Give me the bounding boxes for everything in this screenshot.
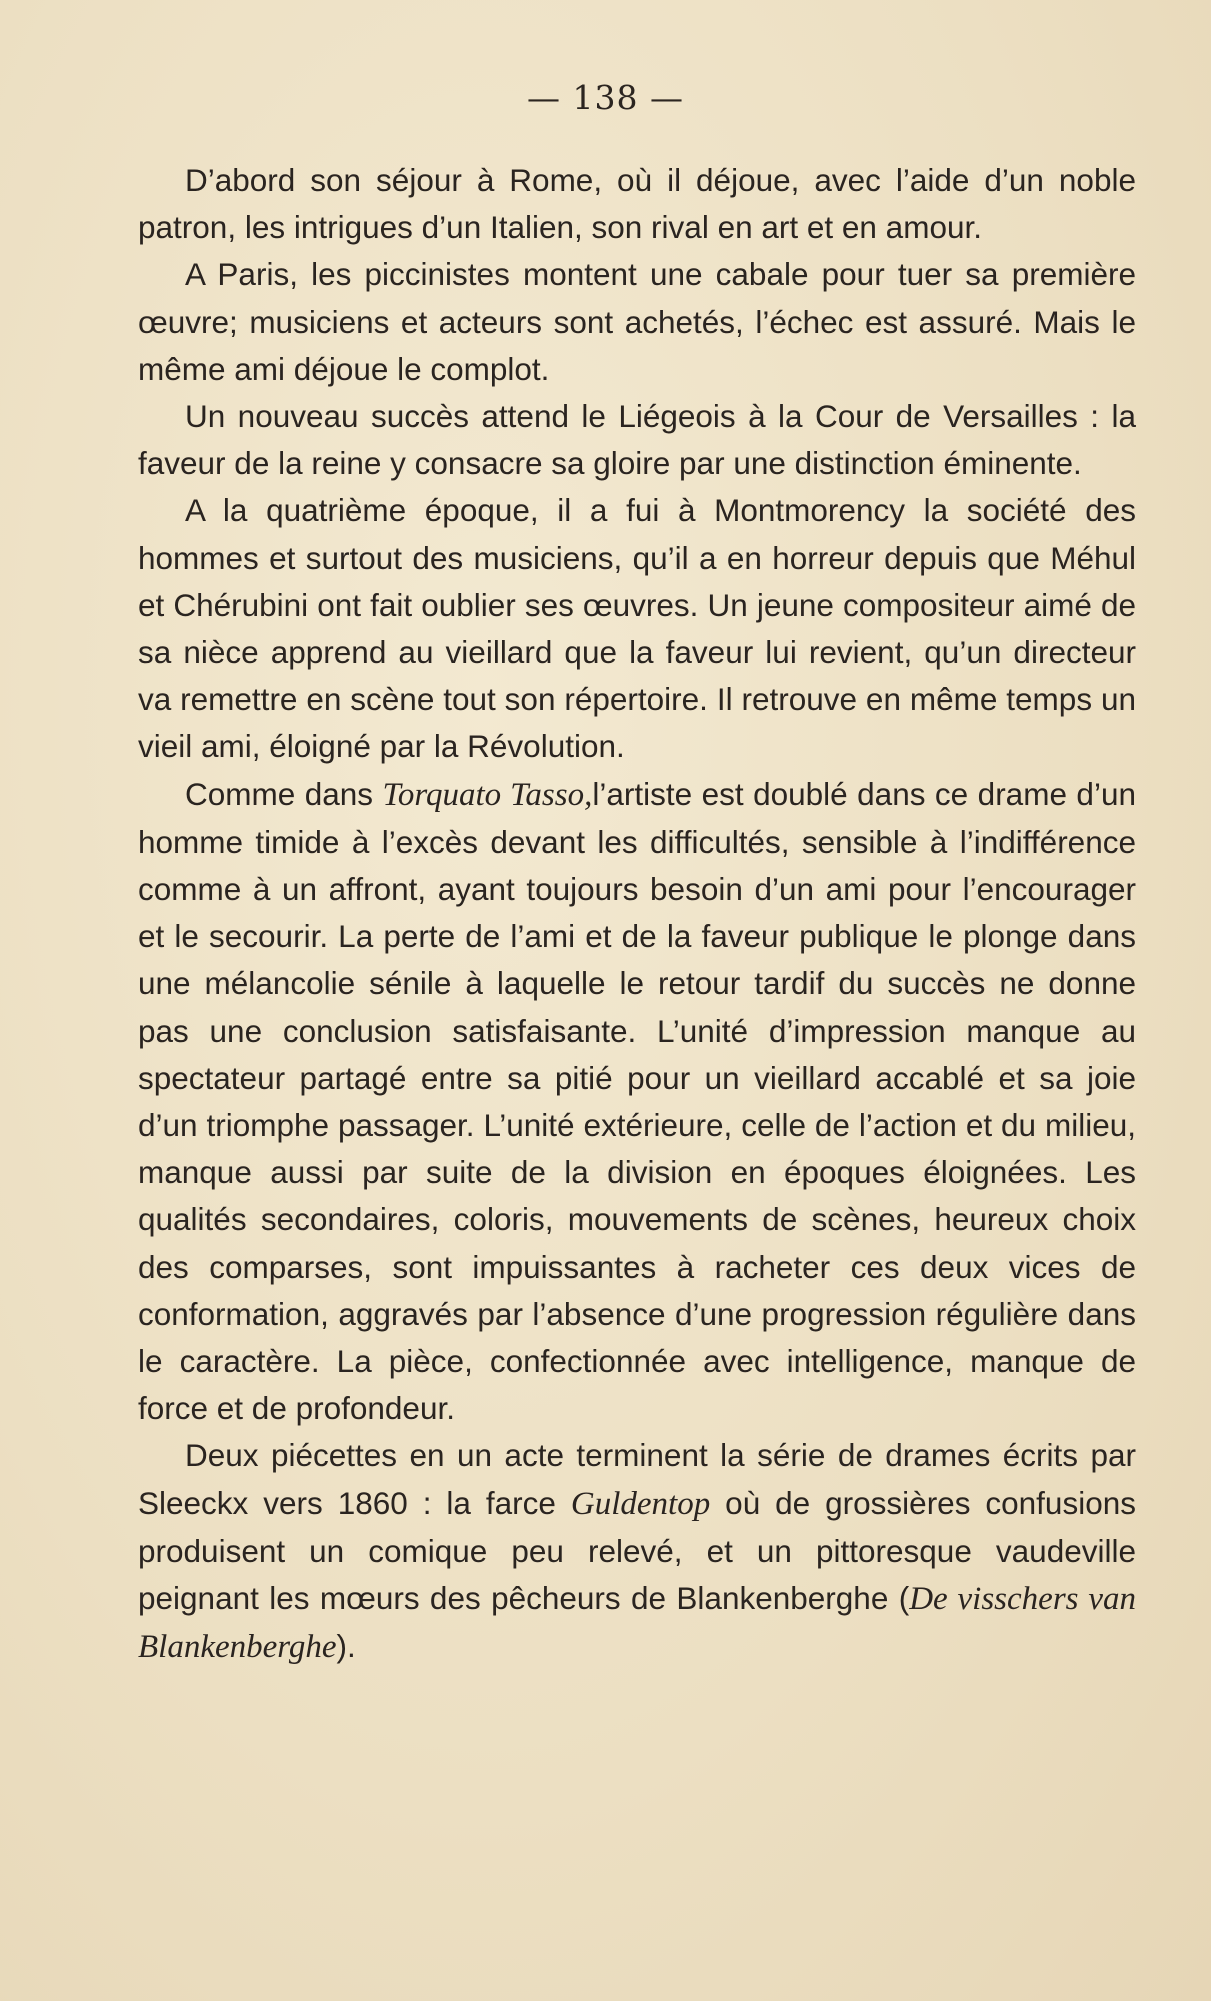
- text-run: D’abord son séjour à Rome, où il déjoue, avec l’aide d’un noble patron, les intrigues d’un Italien, son rival en art et en amour.: [138, 162, 1136, 246]
- text-run: ).: [336, 1628, 356, 1665]
- italic-title: Torquato Tasso,: [382, 776, 593, 813]
- paragraph: [138, 487, 1136, 770]
- text-run: où de grossières confusions produisent un comique peu relevé, et un pittoresque vaudeville peignant les mœurs des pêcheurs de Blankenberghe (: [138, 1484, 1136, 1617]
- page-number: — 138 —: [527, 78, 684, 117]
- paragraph: [138, 771, 1136, 1433]
- text-run: Deux piécettes en un acte terminent la série de drames écrits par Sleeckx vers 1860 : la farce: [138, 1437, 1136, 1521]
- paragraph: [138, 157, 1136, 251]
- text-run: Comme dans: [185, 775, 383, 812]
- text-run: A la quatrième époque, il a fui à Montmorency la société des hommes et surtout des musiciens, qu’il a en horreur depuis que Méhul et Chérubini ont fait oublier ses œuvres. Un jeune compositeur aimé de sa nièce apprend au vieillard que la faveur lui revient, qu’un directeur va remettre en scène tout son répertoire. Il retrouve en même temps un vieil ami, éloigné par la Révolution.: [138, 492, 1136, 765]
- italic-title: De visschers van Blankenberghe: [138, 1581, 1137, 1666]
- paragraph: [138, 393, 1136, 487]
- italic-title: Guldentop: [570, 1485, 711, 1522]
- text-run: l’artiste est doublé dans ce drame d’un homme timide à l’excès devant les difficultés, sensible à l’indifférence comme à un affront, ayant toujours besoin d’un ami pour l’encourager et le secourir. La perte de l’ami et de la faveur publique le plonge dans une mélancolie sénile à laquelle le retour tardif du succès ne donne pas une conclusion satisfaisante. L’unité d’impression manque au spectateur partagé entre sa pitié pour un vieillard accablé et sa joie d’un triomphe passager. L’unité extérieure, celle de l’action et du milieu, manque aussi par suite de la division en époques éloignées. Les qualités secondaires, coloris, mouvements de scènes, heureux choix des comparses, sont impuissantes à racheter ces deux vices de conformation, aggravés par l’absence d’une progression régulière dans le caractère. La pièce, confectionnée avec intelligence, manque de force et de profondeur.: [138, 775, 1136, 1427]
- text-run: A Paris, les piccinistes montent une cabale pour tuer sa première œuvre; musiciens et acteurs sont achetés, l’échec est assuré. Mais le même ami déjoue le complot.: [138, 256, 1136, 387]
- text-run: Un nouveau succès attend le Liégeois à la Cour de Versailles : la faveur de la reine y consacre sa gloire par une distinction éminente.: [138, 398, 1136, 482]
- paragraph: [138, 251, 1136, 393]
- body-text: [138, 157, 1136, 1672]
- paragraph: [138, 1432, 1136, 1671]
